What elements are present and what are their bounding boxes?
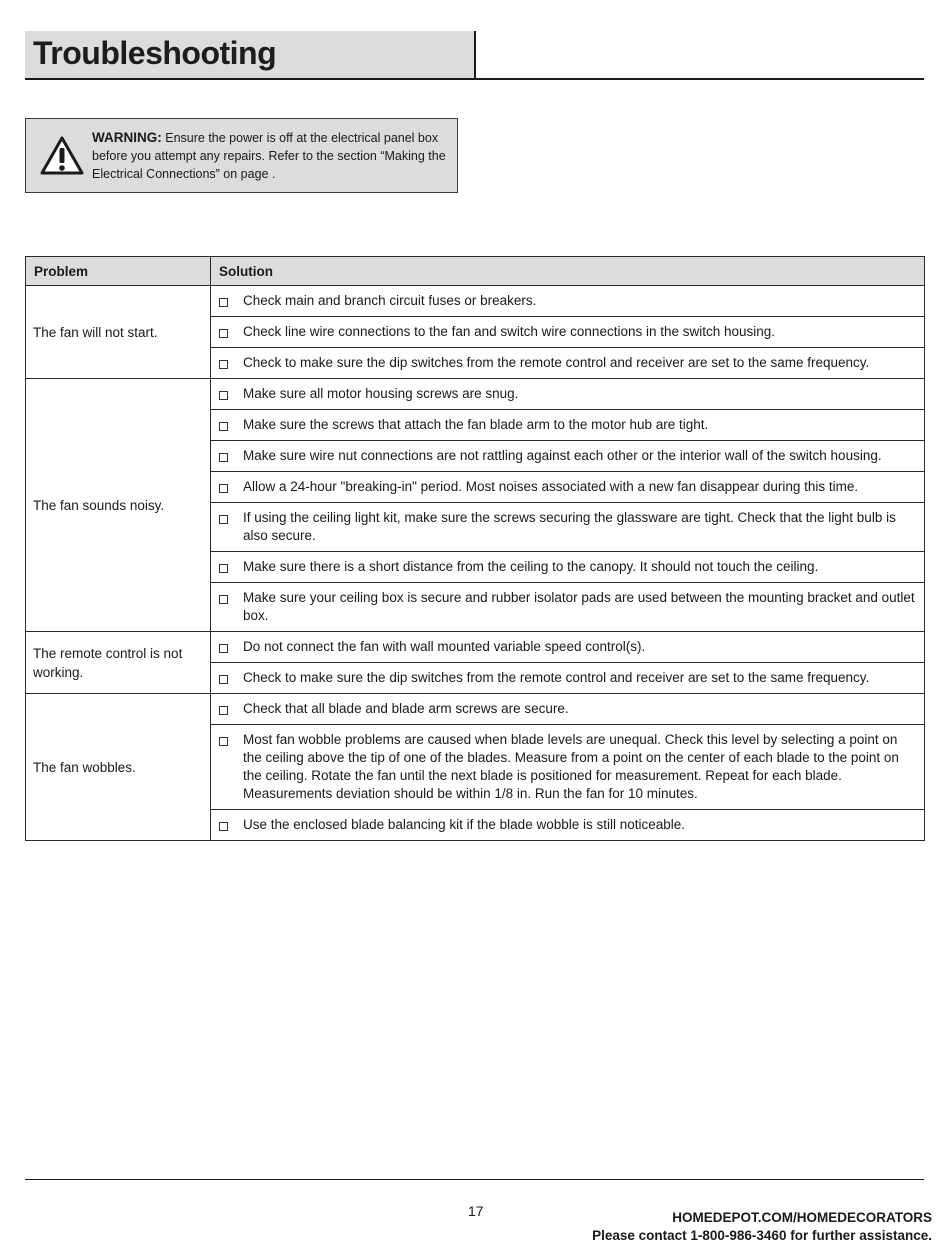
solution-cell bbox=[211, 286, 925, 317]
solution-item bbox=[219, 323, 918, 341]
warning-label: WARNING: bbox=[92, 130, 162, 145]
checkbox-icon bbox=[219, 644, 228, 653]
solution-item bbox=[219, 558, 918, 576]
solution-item bbox=[219, 589, 918, 625]
solution-item bbox=[219, 416, 918, 434]
solution-text: Use the enclosed blade balancing kit if the blade wobble is still noticeable. bbox=[243, 817, 686, 832]
solution-item bbox=[219, 478, 918, 496]
table-row bbox=[26, 694, 925, 725]
solution-text: Make sure the screws that attach the fan blade arm to the motor hub are tight. bbox=[243, 417, 709, 432]
warning-triangle-icon bbox=[39, 135, 85, 177]
solution-text: Check that all blade and blade arm screws are secure. bbox=[243, 701, 569, 716]
page-number: 17 bbox=[468, 1203, 484, 1219]
solution-item bbox=[219, 292, 918, 310]
problem-cell: The fan sounds noisy. bbox=[26, 379, 211, 632]
solution-item bbox=[219, 669, 918, 687]
checkbox-icon bbox=[219, 515, 228, 524]
warning-body: Ensure the power is off at the electrical panel box before you attempt any repairs. Refer to the section “Making the Electrical Connections” on page . bbox=[92, 131, 446, 181]
checkbox-icon bbox=[219, 453, 228, 462]
solution-text: If using the ceiling light kit, make sure the screws securing the glassware are tight. Check that the light bulb is also secure. bbox=[243, 510, 896, 543]
solution-item bbox=[219, 509, 918, 545]
checkbox-icon bbox=[219, 391, 228, 400]
solution-text: Check to make sure the dip switches from the remote control and receiver are set to the same frequency. bbox=[243, 670, 870, 685]
checkbox-icon bbox=[219, 822, 228, 831]
solution-cell bbox=[211, 503, 925, 552]
solution-text: Make sure all motor housing screws are snug. bbox=[243, 386, 519, 401]
checkbox-icon bbox=[219, 706, 228, 715]
solution-cell bbox=[211, 410, 925, 441]
table-body bbox=[26, 286, 925, 841]
troubleshooting-table bbox=[25, 256, 925, 841]
checkbox-icon bbox=[219, 675, 228, 684]
table-header-row bbox=[26, 257, 925, 286]
solution-text: Allow a 24-hour "breaking-in" period. Most noises associated with a new fan disappear during this time. bbox=[243, 479, 859, 494]
solution-item bbox=[219, 385, 918, 403]
warning-box bbox=[25, 118, 458, 193]
solution-cell bbox=[211, 725, 925, 810]
solution-cell bbox=[211, 632, 925, 663]
solution-text: Check to make sure the dip switches from the remote control and receiver are set to the same frequency. bbox=[243, 355, 870, 370]
solution-cell bbox=[211, 694, 925, 725]
title-divider bbox=[474, 31, 476, 79]
solution-item bbox=[219, 816, 918, 834]
solution-cell bbox=[211, 379, 925, 410]
solution-item bbox=[219, 447, 918, 465]
checkbox-icon bbox=[219, 360, 228, 369]
checkbox-icon bbox=[219, 595, 228, 604]
title-rule bbox=[25, 78, 924, 80]
solution-text: Check line wire connections to the fan and switch wire connections in the switch housing. bbox=[243, 324, 776, 339]
section-title-bar bbox=[25, 31, 474, 78]
solution-cell bbox=[211, 583, 925, 632]
table-row bbox=[26, 632, 925, 663]
warning-text bbox=[92, 129, 454, 183]
header-solution: Solution bbox=[211, 257, 925, 286]
checkbox-icon bbox=[219, 422, 228, 431]
solution-text: Make sure there is a short distance from the ceiling to the canopy. It should not touch the ceiling. bbox=[243, 559, 819, 574]
solution-cell bbox=[211, 552, 925, 583]
table-row bbox=[26, 379, 925, 410]
checkbox-icon bbox=[219, 298, 228, 307]
solution-text: Do not connect the fan with wall mounted variable speed control(s). bbox=[243, 639, 646, 654]
solution-item bbox=[219, 731, 918, 803]
solution-cell bbox=[211, 348, 925, 379]
solution-text: Make sure your ceiling box is secure and rubber isolator pads are used between the mounting bracket and outlet box. bbox=[243, 590, 915, 623]
solution-cell bbox=[211, 317, 925, 348]
problem-cell: The remote control is not working. bbox=[26, 632, 211, 694]
footer-website: HOMEDEPOT.COM/HOMEDECORATORS bbox=[672, 1210, 932, 1225]
solution-item bbox=[219, 638, 918, 656]
page-title: Troubleshooting bbox=[33, 35, 277, 71]
solution-cell bbox=[211, 441, 925, 472]
problem-cell: The fan wobbles. bbox=[26, 694, 211, 841]
solution-item bbox=[219, 354, 918, 372]
problem-cell: The fan will not start. bbox=[26, 286, 211, 379]
solution-item bbox=[219, 700, 918, 718]
solution-cell bbox=[211, 472, 925, 503]
checkbox-icon bbox=[219, 484, 228, 493]
checkbox-icon bbox=[219, 737, 228, 746]
footer-rule bbox=[25, 1179, 924, 1180]
solution-cell bbox=[211, 663, 925, 694]
solution-text: Most fan wobble problems are caused when blade levels are unequal. Check this level by selecting a point on the ceiling above the tip of one of the blades. Measure from a point on the center of each blade to the point on the ceiling. Rotate the fan until the next blade is positioned for measurement. Repeat for each blade. Measurements deviation should be within 1/8 in. Run the fan for 10 minutes. bbox=[243, 732, 899, 801]
checkbox-icon bbox=[219, 329, 228, 338]
solution-text: Check main and branch circuit fuses or breakers. bbox=[243, 293, 537, 308]
footer-contact: Please contact 1-800-986-3460 for further assistance. bbox=[592, 1228, 932, 1243]
solution-cell bbox=[211, 810, 925, 841]
table-row bbox=[26, 286, 925, 317]
header-problem: Problem bbox=[26, 257, 211, 286]
solution-text: Make sure wire nut connections are not rattling against each other or the interior wall of the switch housing. bbox=[243, 448, 882, 463]
checkbox-icon bbox=[219, 564, 228, 573]
